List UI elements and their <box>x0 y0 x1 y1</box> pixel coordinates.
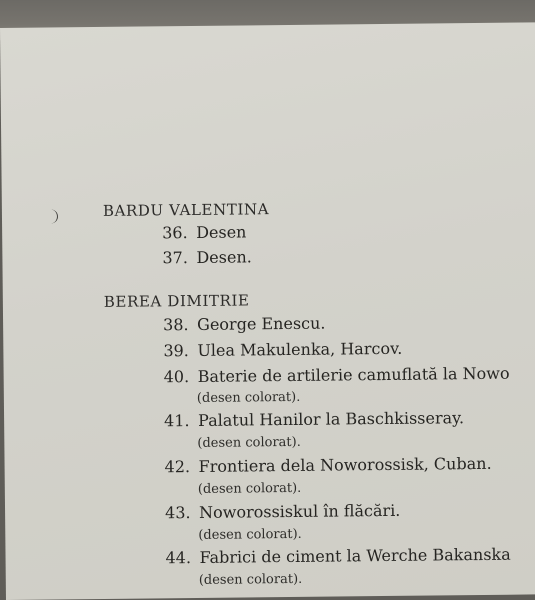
catalog-entry <box>162 222 246 242</box>
entry-title: Ulea Makulenka, Harcov. <box>197 338 403 360</box>
entry-number: 44. <box>165 548 192 568</box>
catalog-entry <box>164 408 464 430</box>
catalog-entry <box>162 247 252 267</box>
entry-number: 37. <box>162 248 188 268</box>
entry-title: Desen <box>196 222 247 242</box>
catalog-entry <box>164 364 510 387</box>
catalog-entry <box>163 339 402 361</box>
entry-note: (desen colorat). <box>197 480 302 497</box>
entry-note: (desen colorat). <box>198 571 303 588</box>
entry-note: (desen colorat). <box>198 526 302 543</box>
entry-number: 42. <box>164 457 191 477</box>
entry-title: Noworossiskul în flăcări. <box>198 500 401 522</box>
entry-number: 41. <box>164 411 190 431</box>
catalog-entry <box>165 545 510 568</box>
catalog-entry <box>165 454 492 476</box>
catalog-entry <box>163 314 326 335</box>
author-heading: BEREA DIMITRIE <box>103 291 250 311</box>
entry-number: 40. <box>163 367 190 387</box>
entry-title: Desen. <box>196 247 252 267</box>
entry-number: 43. <box>164 503 191 523</box>
catalog-page <box>0 22 535 600</box>
entry-title: George Enescu. <box>197 313 326 334</box>
entry-number: 39. <box>163 341 189 361</box>
pencil-mark-icon <box>50 209 58 223</box>
entry-title: Baterie de artilerie camuflată la Nowo <box>197 363 510 386</box>
catalog-entry <box>165 501 400 522</box>
entry-note: (desen colorat). <box>196 389 301 406</box>
entry-number: 36. <box>162 223 188 243</box>
entry-number: 38. <box>163 315 189 335</box>
entry-note: (desen colorat). <box>197 434 301 451</box>
author-heading: BARDU VALENTINA <box>102 200 270 220</box>
entry-title: Fabrici de ciment la Werche Bakanska <box>199 544 511 567</box>
entry-title: Frontiera dela Noworossisk, Cuban. <box>198 453 492 476</box>
entry-title: Palatul Hanilor la Baschkisseray. <box>198 408 465 430</box>
